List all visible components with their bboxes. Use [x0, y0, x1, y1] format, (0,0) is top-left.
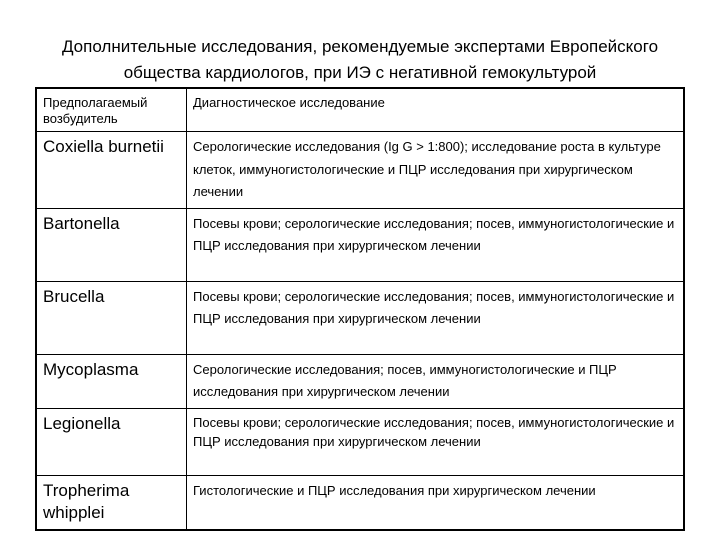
test-cell: Посевы крови; серологические исследования; посев, иммуногистологические и ПЦР исследования при хирургическом лечении	[187, 208, 685, 281]
table-row	[36, 208, 684, 281]
test-cell: Серологические исследования; посев, иммуногистологические и ПЦР исследования при хирургическом лечении	[187, 354, 685, 408]
test-cell: Посевы крови; серологические исследования; посев, иммуногистологические и ПЦР исследования при хирургическом лечении	[187, 408, 685, 475]
table-row	[36, 281, 684, 354]
table-header-row	[36, 88, 684, 132]
header-test: Диагностическое исследование	[187, 88, 685, 132]
pathogen-cell: Mycoplasma	[36, 354, 187, 408]
table-row	[36, 354, 684, 408]
diagnostics-table	[35, 87, 685, 531]
test-cell: Серологические исследования (Ig G > 1:800); исследование роста в культуре клеток, иммуногистологические и ПЦР исследования при хирургическом лечении	[187, 132, 685, 209]
title-line-1: Дополнительные исследования, рекомендуемые экспертами Европейского	[61, 37, 659, 56]
header-pathogen: Предполагаемый возбудитель	[36, 88, 187, 132]
slide-title	[0, 34, 720, 86]
test-cell: Гистологические и ПЦР исследования при хирургическом лечении	[187, 475, 685, 530]
pathogen-cell: Brucella	[36, 281, 187, 354]
pathogen-cell: Legionella	[36, 408, 187, 475]
pathogen-cell: Coxiella burnetii	[36, 132, 187, 209]
table-row	[36, 132, 684, 209]
pathogen-cell: Tropherima whipplei	[36, 475, 187, 530]
test-cell: Посевы крови; серологические исследования; посев, иммуногистологические и ПЦР исследования при хирургическом лечении	[187, 281, 685, 354]
title-line-2: общества кардиологов, при ИЭ с негативной гемокультурой	[123, 63, 597, 82]
table-row	[36, 475, 684, 530]
pathogen-cell: Bartonella	[36, 208, 187, 281]
table-row	[36, 408, 684, 475]
